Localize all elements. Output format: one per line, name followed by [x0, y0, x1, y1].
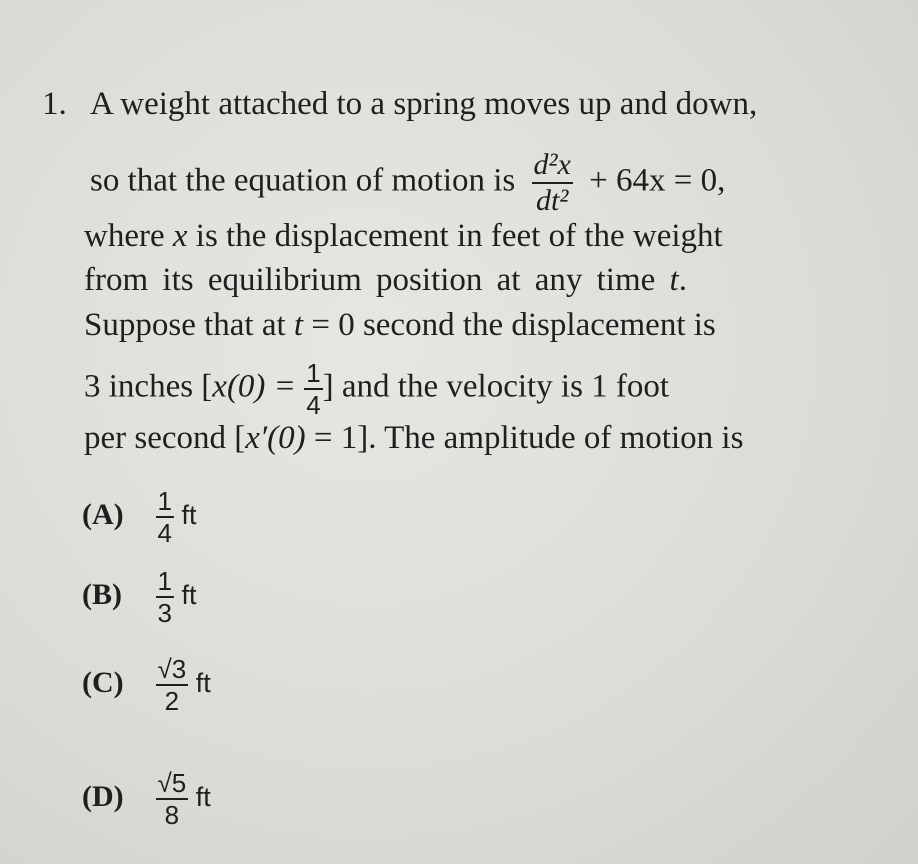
line-3-var: x	[172, 218, 188, 254]
question-line-4	[84, 260, 687, 300]
question-line-3	[84, 216, 723, 256]
line-2-post: + 64x = 0,	[589, 162, 726, 199]
line-3-post: is the displacement in feet of the weight	[195, 218, 723, 254]
option-c-radicand: 3	[171, 654, 187, 684]
sqrt-icon: √	[157, 768, 172, 798]
question-line-1	[90, 84, 757, 124]
question-number: 1.	[42, 86, 67, 122]
line-5-var: t	[293, 307, 304, 343]
option-a-denominator: 4	[157, 518, 172, 548]
line-6-expr: x(0) =	[212, 368, 296, 405]
line-4-post: .	[678, 262, 687, 298]
option-d-letter: (D)	[82, 779, 124, 813]
derivative-fraction	[532, 150, 573, 216]
option-a-letter: (A)	[82, 497, 124, 531]
option-c-denominator: 2	[164, 686, 180, 716]
option-d[interactable]	[82, 770, 211, 828]
line-7-post: = 1]. The amplitude of motion is	[313, 420, 744, 456]
question-line-2	[90, 150, 725, 216]
option-d-fraction	[156, 770, 189, 828]
line-7-expr: x′(0)	[245, 420, 306, 456]
quarter-denominator: 4	[306, 390, 321, 420]
option-b-letter: (B)	[82, 577, 122, 611]
line-6-pre: 3 inches [	[84, 368, 213, 405]
option-c-letter: (C)	[82, 665, 124, 699]
option-c[interactable]	[82, 656, 211, 714]
question-line-5	[84, 305, 716, 345]
option-b-denominator: 3	[157, 598, 172, 628]
line-1-text: A weight attached to a spring moves up and down,	[90, 86, 758, 122]
derivative-denominator: dt²	[536, 184, 569, 217]
derivative-numerator: d²x	[532, 150, 573, 184]
option-b[interactable]	[82, 568, 196, 626]
option-c-unit: ft	[195, 667, 211, 698]
option-d-numerator-sqrt	[156, 770, 189, 800]
question-line-6	[84, 360, 669, 418]
line-4-var: t	[669, 262, 679, 298]
option-c-fraction	[156, 656, 189, 714]
option-b-numerator: 1	[157, 566, 172, 596]
question-line-7	[84, 418, 743, 458]
option-c-numerator-sqrt	[156, 656, 189, 686]
option-d-radicand: 5	[171, 768, 187, 798]
quarter-numerator: 1	[306, 358, 321, 388]
quarter-fraction	[304, 360, 322, 418]
line-4-pre: from its equilibrium position at any time	[84, 262, 656, 298]
line-5-post: = 0 second the displacement is	[311, 307, 716, 343]
option-a-fraction	[156, 488, 174, 546]
option-a-unit: ft	[181, 499, 197, 530]
option-d-unit: ft	[195, 781, 211, 812]
line-5-pre: Suppose that at	[84, 307, 286, 343]
option-a[interactable]	[82, 488, 196, 546]
line-7-pre: per second [	[84, 420, 246, 456]
line-2-pre: so that the equation of motion is	[90, 162, 516, 199]
sqrt-icon: √	[157, 654, 172, 684]
option-a-numerator: 1	[157, 486, 172, 516]
line-6-post: ] and the velocity is 1 foot	[322, 368, 670, 405]
line-3-pre: where	[84, 218, 165, 254]
option-b-fraction	[156, 568, 174, 626]
option-b-unit: ft	[181, 579, 197, 610]
option-d-denominator: 8	[164, 800, 180, 830]
